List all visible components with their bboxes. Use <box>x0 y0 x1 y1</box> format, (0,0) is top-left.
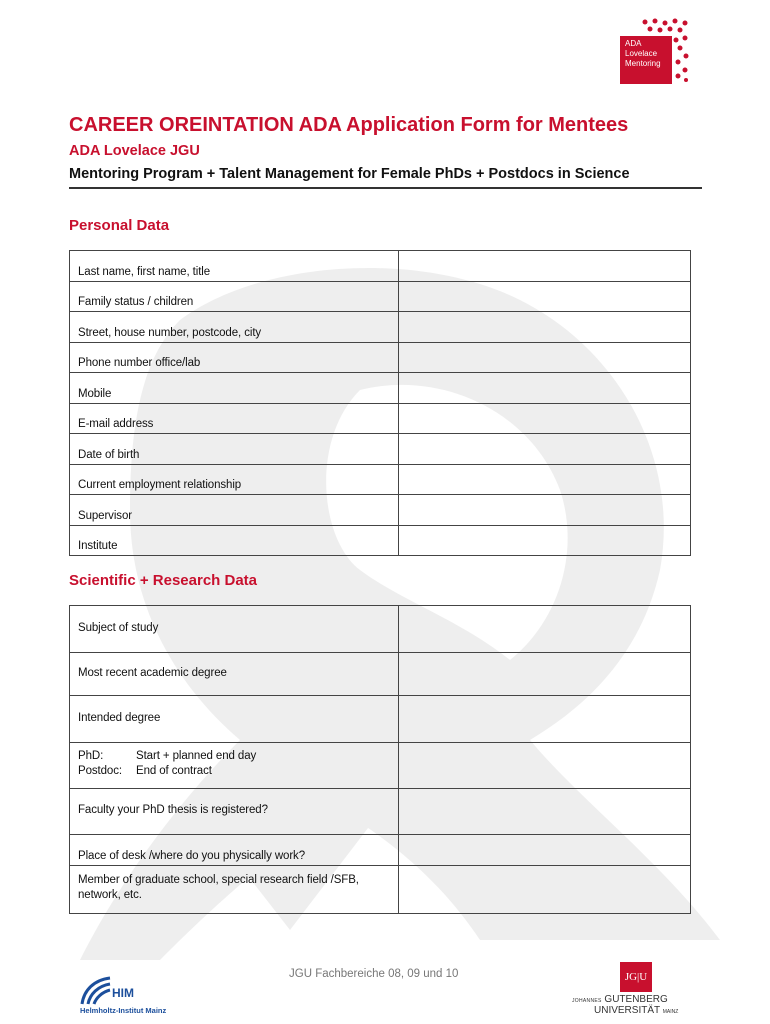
jgu-pre: JOHANNES <box>572 998 602 1004</box>
address-input[interactable] <box>399 328 690 342</box>
phd-label: PhD: <box>78 750 104 762</box>
table-row <box>70 251 691 282</box>
jgu-logo <box>572 960 682 1020</box>
field-label: Phone number office/lab <box>70 342 399 373</box>
phone-field[interactable] <box>398 342 690 373</box>
table-row <box>70 835 691 866</box>
intended-degree-field[interactable] <box>398 696 690 743</box>
logo-box <box>620 36 672 84</box>
employment-input[interactable] <box>399 480 690 494</box>
postdoc-label: Postdoc: <box>78 765 122 777</box>
name-input[interactable] <box>399 267 690 281</box>
field-label: Most recent academic degree <box>70 653 399 696</box>
personal-data-table <box>69 250 691 556</box>
field-label: Date of birth <box>70 434 399 465</box>
table-row <box>70 342 691 373</box>
employment-field[interactable] <box>398 464 690 495</box>
membership-field[interactable] <box>398 866 690 914</box>
family-status-field[interactable] <box>398 281 690 312</box>
postdoc-value-label: End of contract <box>136 765 212 777</box>
birthdate-field[interactable] <box>398 434 690 465</box>
field-label: Street, house number, postcode, city <box>70 312 399 343</box>
form-subtitle: ADA Lovelace JGU <box>69 143 200 159</box>
program-description: Mentoring Program + Talent Management for Female PhDs + Postdocs in Science <box>69 166 630 182</box>
institute-input[interactable] <box>399 541 690 555</box>
table-row <box>70 789 691 835</box>
membership-input[interactable] <box>399 899 690 913</box>
table-row <box>70 525 691 556</box>
jgu-gutenberg: GUTENBERG <box>604 994 668 1005</box>
field-label: Intended degree <box>70 696 399 743</box>
table-row <box>70 743 691 789</box>
supervisor-input[interactable] <box>399 511 690 525</box>
table-row <box>70 866 691 914</box>
table-row <box>70 653 691 696</box>
family-status-input[interactable] <box>399 297 690 311</box>
field-label: E-mail address <box>70 403 399 434</box>
phd-postdoc-label <box>70 743 399 789</box>
field-label: Family status / children <box>70 281 399 312</box>
mobile-input[interactable] <box>399 389 690 403</box>
field-label: Member of graduate school, special research field /SFB, network, etc. <box>70 866 399 914</box>
supervisor-field[interactable] <box>398 495 690 526</box>
him-subtitle: Helmholtz-Institut Mainz <box>80 1006 167 1015</box>
field-label: Institute <box>70 525 399 556</box>
email-field[interactable] <box>398 403 690 434</box>
faculty-input[interactable] <box>399 820 690 834</box>
personal-data-heading: Personal Data <box>69 217 170 234</box>
footer-text: JGU Fachbereiche 08, 09 und 10 <box>289 968 459 980</box>
field-label: Subject of study <box>70 606 399 653</box>
logo-line-1: ADA <box>625 39 642 48</box>
him-name: HIM <box>112 986 134 1000</box>
logo-line-3: Mentoring <box>625 59 661 68</box>
field-label: Place of desk /where do you physically work? <box>70 835 399 866</box>
scientific-data-table <box>69 605 691 914</box>
dates-field[interactable] <box>398 743 690 789</box>
name-field[interactable] <box>398 251 690 282</box>
jgu-line-2 <box>594 1005 678 1016</box>
table-row <box>70 403 691 434</box>
email-input[interactable] <box>399 419 690 433</box>
faculty-field[interactable] <box>398 789 690 835</box>
field-label: Last name, first name, title <box>70 251 399 282</box>
dates-input[interactable] <box>399 774 690 788</box>
address-field[interactable] <box>398 312 690 343</box>
desk-field[interactable] <box>398 835 690 866</box>
jgu-universitat: UNIVERSITÄT <box>594 1005 660 1016</box>
ada-lovelace-mentoring-logo <box>620 18 690 84</box>
table-row <box>70 696 691 743</box>
birthdate-input[interactable] <box>399 450 690 464</box>
header-divider <box>69 187 702 189</box>
degree-input[interactable] <box>399 681 690 695</box>
table-row <box>70 464 691 495</box>
field-label: Supervisor <box>70 495 399 526</box>
subject-input[interactable] <box>399 638 690 652</box>
logo-line-2: Lovelace <box>625 49 658 58</box>
table-row <box>70 495 691 526</box>
phd-value-label: Start + planned end day <box>136 750 257 762</box>
intended-degree-input[interactable] <box>399 728 690 742</box>
institute-field[interactable] <box>398 525 690 556</box>
jgu-line-1 <box>572 994 668 1005</box>
him-swoosh-icon <box>78 972 112 1006</box>
subject-field[interactable] <box>398 606 690 653</box>
field-label: Current employment relationship <box>70 464 399 495</box>
phone-input[interactable] <box>399 358 690 372</box>
desk-input[interactable] <box>399 851 690 865</box>
table-row <box>70 281 691 312</box>
scientific-data-heading: Scientific + Research Data <box>69 572 258 589</box>
mobile-field[interactable] <box>398 373 690 404</box>
jgu-post: MAINZ <box>662 1009 679 1015</box>
table-row <box>70 434 691 465</box>
jgu-mark: JG|U <box>620 962 652 992</box>
field-label: Faculty your PhD thesis is registered? <box>70 789 399 835</box>
table-row <box>70 373 691 404</box>
him-logo <box>78 972 198 1020</box>
table-row <box>70 606 691 653</box>
degree-field[interactable] <box>398 653 690 696</box>
table-row <box>70 312 691 343</box>
field-label: Mobile <box>70 373 399 404</box>
form-title: CAREER OREINTATION ADA Application Form for Mentees <box>69 114 629 136</box>
